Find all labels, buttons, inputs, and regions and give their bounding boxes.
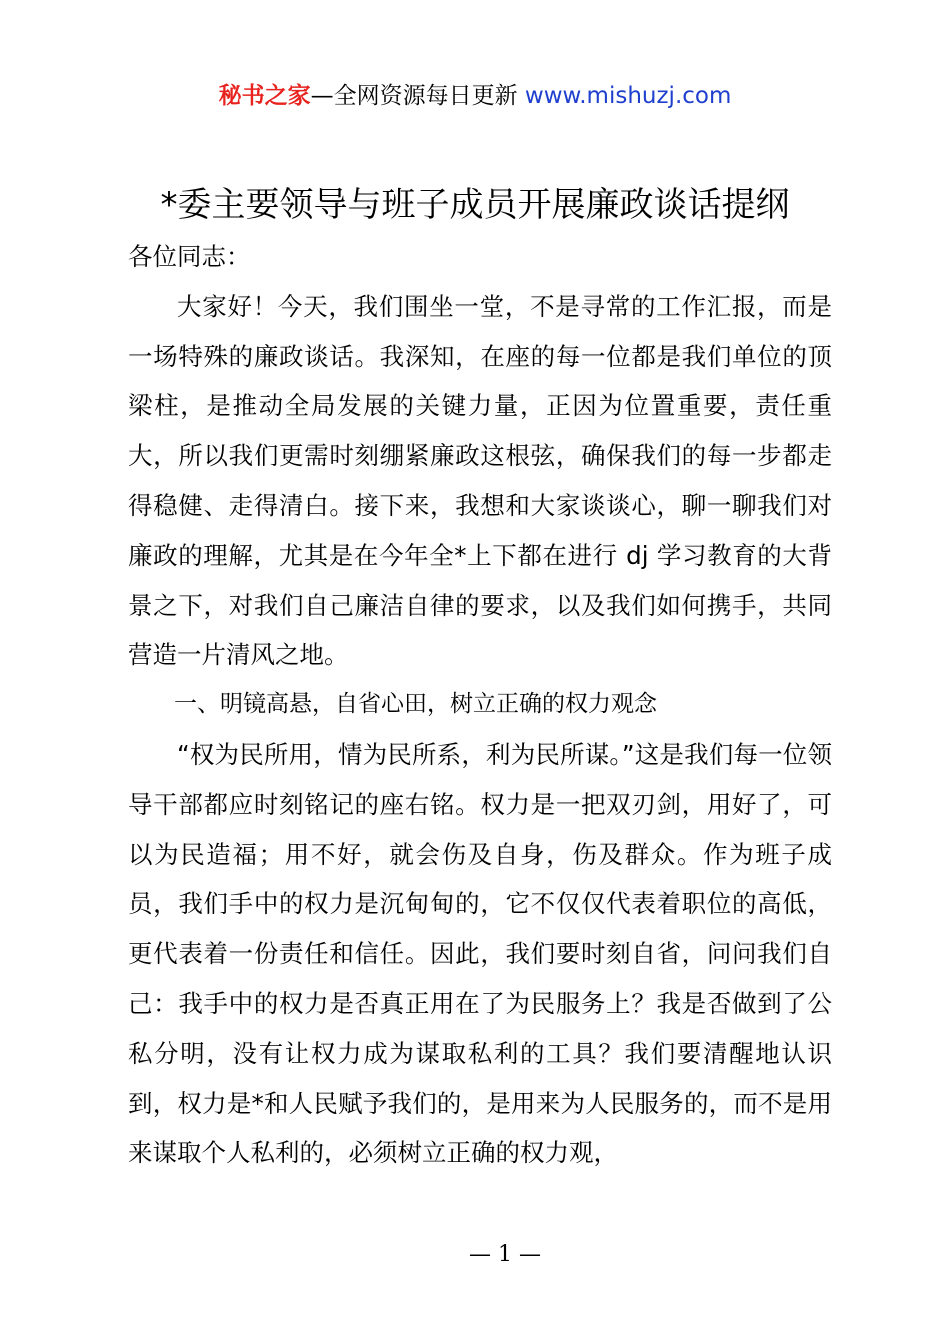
site-url-link[interactable]: www.mishuzj.com <box>524 83 732 109</box>
page-number: — 1 — <box>469 1242 541 1267</box>
site-brand: 秘书之家 <box>218 83 311 109</box>
intro-paragraph: 大家好！今天，我们围坐一堂，不是寻常的工作汇报，而是一场特殊的廉政谈话。我深知，在座的每一位都是我们单位的顶梁柱，是推动全局发展的关键力量，正因为位置重要，责任重大，所以我们更需时刻绷紧廉政这根弦，确保我们的每一步都走得稳健、走得清白。接下来，我想和大家谈谈心，聊一聊我们对廉政的理解，尤其是在今年全*上下都在进行 dj 学习教育的大背景之下，对我们自己廉洁自律的要求，以及我们如何携手，共同营造一片清风之地。 <box>128 291 832 670</box>
site-tagline: —全网资源每日更新 <box>310 83 525 109</box>
greeting: 各位同志： <box>128 242 251 271</box>
document-body <box>128 232 832 1178</box>
section-paragraph: “权为民所用，情为民所系，利为民所谋。”这是我们每一位领导干部都应时刻铭记的座右铭。权力是一把双刃剑，用好了，可以为民造福；用不好，就会伤及自身，伤及群众。作为班子成员，我们手中的权力是沉甸甸的，它不仅仅代表着职位的高低，更代表着一份责任和信任。因此，我们要时刻自省，问问我们自己：我手中的权力是否真正用在了为民服务上？我是否做到了公私分明，没有让权力成为谋取私利的工具？我们要清醒地认识到，权力是*和人民赋予我们的，是用来为人民服务的，而不是用来谋取个人私利的，必须树立正确的权力观， <box>128 739 832 1168</box>
site-banner <box>0 80 950 112</box>
section-heading: 一、明镜高悬，自省心田，树立正确的权力观念 <box>174 691 657 718</box>
document-title: *委主要领导与班子成员开展廉政谈话提纲 <box>160 185 790 225</box>
